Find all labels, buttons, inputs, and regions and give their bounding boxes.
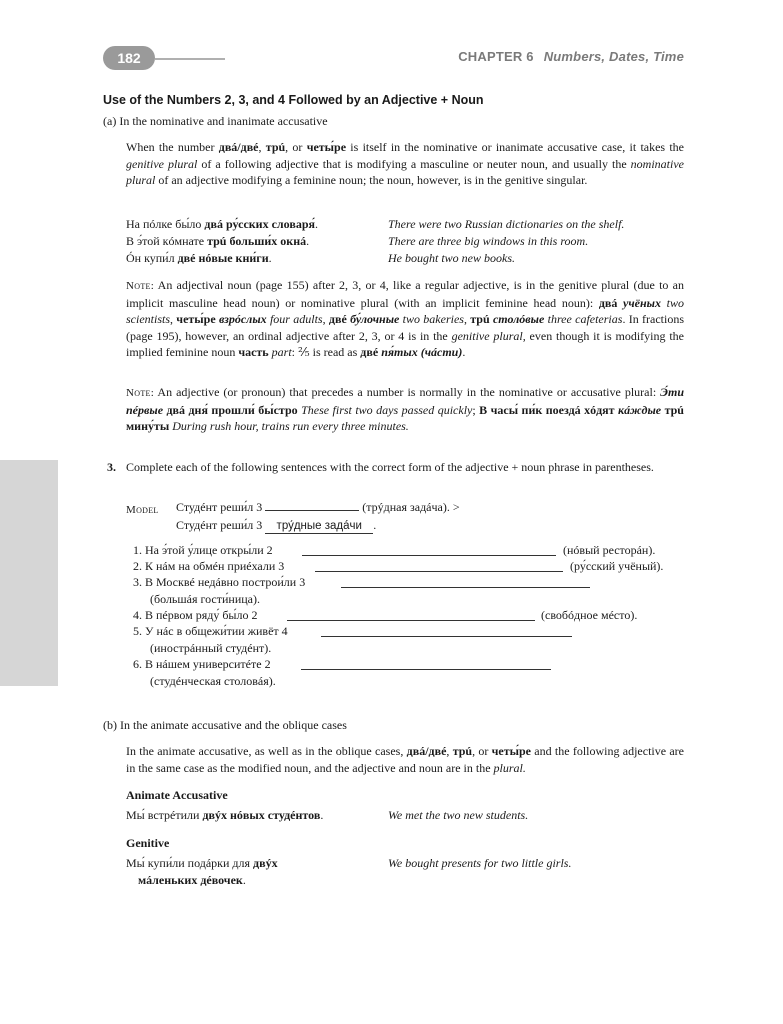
example-en-2: There are three big windows in this room. <box>388 234 589 248</box>
exercise-item-4: 4. В пéрвом ряду́ бы́ло 2 <box>133 608 258 622</box>
note-adjectival-noun: Note: An adjectival noun (page 155) after 2, 3, or 4, like a regular adjective, is in the genitive plural (due to an implicit masculine head noun) or nominative plural (with an implicit feminine head noun): двá учёных two scientists, четы́ре взрóслых four adults, двé бу́лочные two bakeries, трú столóвые three cafeterias. In fractions (page 195), however, an ordinal adjective after 2, 3, or 4 is in the genitive plural, even though it is modifying the implied feminine noun часть part: ⅖ is read as двé пя́тых (чáсти). <box>126 278 685 359</box>
exercise-hint-2: (ру́сский учёный). <box>570 559 664 573</box>
exercise-hint-4: (свобóдное мéсто). <box>541 608 638 622</box>
margin-tab <box>0 460 58 686</box>
example-ru-2: В э́той кóмнате трú больши́х окнá. <box>126 234 310 248</box>
model-line-2: Студéнт реши́л 3 тру́дные задáчи . <box>176 518 377 532</box>
answer-blank-4[interactable] <box>287 609 535 621</box>
answer-blank-1[interactable] <box>302 544 556 556</box>
exercise-hint-5: (инострáнный студéнт). <box>150 641 272 655</box>
part-a-heading: (a) In the nominative and inanimate accusative <box>103 114 328 128</box>
exercise-item-5: 5. У нáс в общежи́тии живёт 4 <box>133 624 288 638</box>
exercise-item-1: 1. На э́той у́лице откры́ли 2 <box>133 543 273 557</box>
part-a-body: When the number двá/двé, трú, or четы́ре is itself in the nominative or inanimate accusative case, it takes the genitive plural of a following adjective that is modifying a masculine or neuter noun, and usually the nominative plural of an adjective modifying a feminine noun; the noun, however, is in the genitive singular. <box>126 140 685 187</box>
note-preceding-adjective: Note: An adjective (or pronoun) that precedes a number is normally in the nominative or accusative plural: Э́ти пéрвые двá дня́ прошли́ бы́стро These first two days passed quickly; В часы́ пи́к поездá хóдят кáждые трú мину́ты During rush hour, trains run every three minutes. <box>126 385 684 433</box>
answer-blank-3[interactable] <box>341 576 590 588</box>
model-label: Model <box>126 504 159 516</box>
exercise-item-6: 6. В нáшем университéте 2 <box>133 657 271 671</box>
part-b-heading: (b) In the animate accusative and the oblique cases <box>103 718 347 732</box>
page-number-badge: 182 <box>103 46 155 70</box>
section-title: Use of the Numbers 2, 3, and 4 Followed by an Adjective + Noun <box>103 93 484 107</box>
example-ru-3: Óн купи́л двé нóвые кни́ги. <box>126 251 272 265</box>
example-en-1: There were two Russian dictionaries on the shelf. <box>388 217 625 231</box>
answer-blank-5[interactable] <box>321 625 572 637</box>
genitive-example-en: We bought presents for two little girls. <box>388 856 572 870</box>
accusative-example-en: We met the two new students. <box>388 808 529 822</box>
model-blank <box>265 499 359 511</box>
answer-blank-2[interactable] <box>315 560 563 572</box>
chapter-label: CHAPTER 6 <box>458 49 534 64</box>
accusative-example-ru: Мы́ встрéтили двýх нóвых студéнтов. <box>126 808 324 822</box>
example-ru-1: На пóлке бы́ло двá ру́сских словаря́. <box>126 217 319 231</box>
exercise-item-3: 3. В Москвé недáвно построи́ли 3 <box>133 575 306 589</box>
exercise-number: 3. <box>107 460 116 474</box>
exercise-hint-1: (нóвый ресторáн). <box>563 543 656 557</box>
model-line-1: Студéнт реши́л 3 (трýдная задáча). > <box>176 500 460 514</box>
answer-blank-6[interactable] <box>301 658 551 670</box>
exercise-instruction: Complete each of the following sentences with the correct form of the adjective + noun phrase in parentheses. <box>126 460 654 474</box>
exercise-hint-3: (большáя гости́ница). <box>150 592 260 606</box>
chapter-title: Numbers, Dates, Time <box>543 49 684 64</box>
model-answer: тру́дные задáчи <box>265 520 373 534</box>
subheading-animate-accusative: Animate Accusative <box>126 788 228 802</box>
part-b-body: In the animate accusative, as well as in the oblique cases, двá/двé, трú, or четы́ре and the following adjective are in the same case as the modified noun, and the adjective and noun are in the plural. <box>126 744 684 775</box>
example-en-3: He bought two new books. <box>388 251 515 265</box>
genitive-example-ru-cont: мáленьких дéвочек. <box>138 873 246 887</box>
running-head <box>458 49 684 64</box>
exercise-hint-6: (студéнческая столовáя). <box>150 674 276 688</box>
exercise-item-2: 2. К нáм на обмéн приéхали 3 <box>133 559 285 573</box>
subheading-genitive: Genitive <box>126 836 170 850</box>
genitive-example-ru: Мы́ купи́ли подáрки для двýх <box>126 856 278 870</box>
header-rule <box>155 58 225 60</box>
